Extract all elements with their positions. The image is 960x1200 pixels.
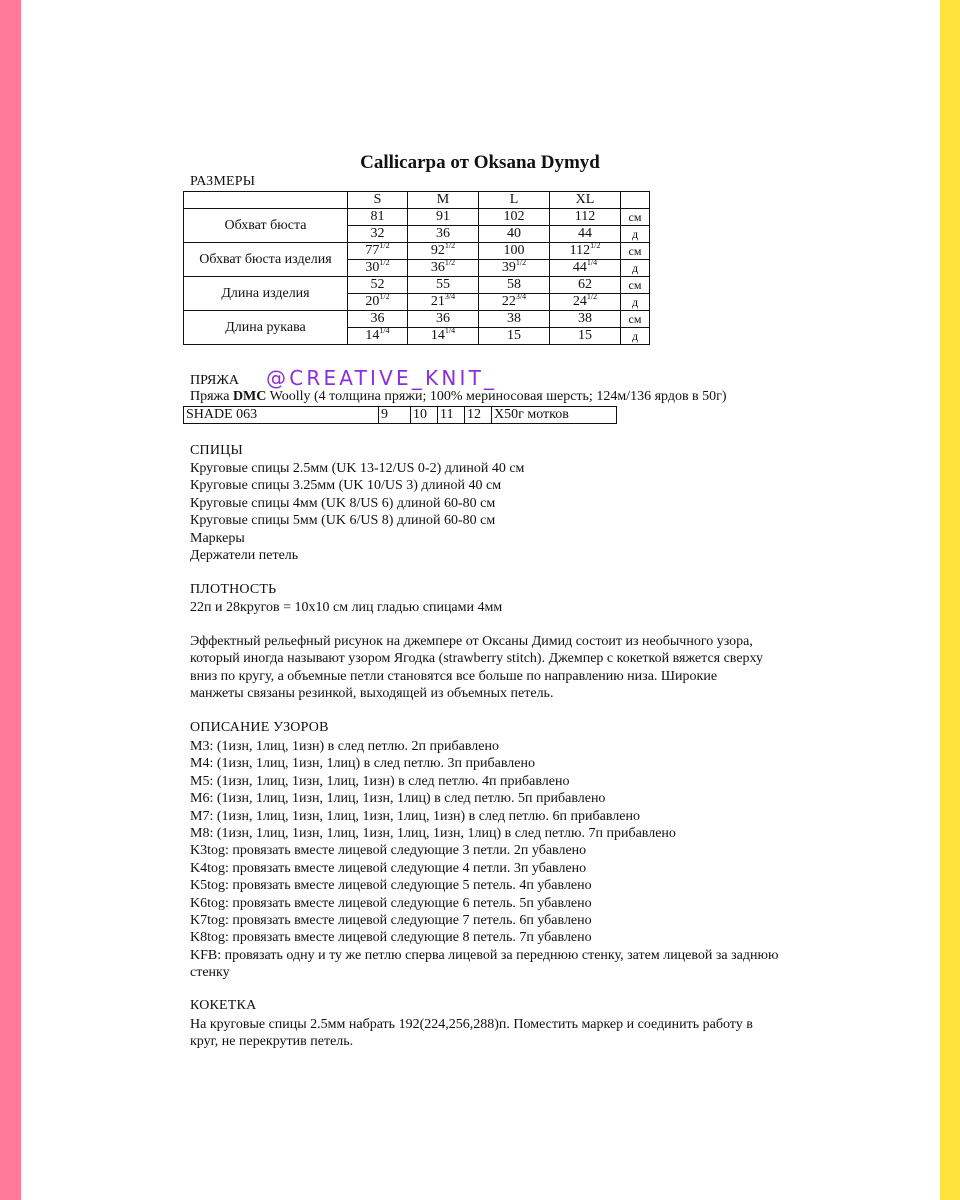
table-cell <box>408 328 479 345</box>
cell-value: 36 <box>370 311 385 326</box>
row-label: Обхват бюста изделия <box>184 243 348 277</box>
yarn-brand: DMC <box>232 389 267 404</box>
cell-value: 92 <box>430 243 445 258</box>
list-item: M8: (1изн, 1лиц, 1изн, 1лиц, 1изн, 1лиц, 1изн, 1лиц) в след петлю. 7п прибавлено <box>190 826 676 842</box>
table-row <box>184 277 650 294</box>
table-cell <box>348 209 408 226</box>
cell-value: 15 <box>507 328 521 343</box>
column-header-xl: XL <box>550 192 621 209</box>
cell-fraction: 1/2 <box>379 292 390 301</box>
column-header-s: S <box>348 192 408 209</box>
cell-value: 112 <box>569 243 591 258</box>
column-header-m: M <box>408 192 479 209</box>
table-cell <box>348 294 408 311</box>
list-item: Круговые спицы 4мм (UK 8/US 6) длиной 60-80 см <box>190 495 496 511</box>
unit-cell: см <box>621 277 650 294</box>
cell-value: 91 <box>436 209 450 224</box>
list-item: Круговые спицы 2.5мм (UK 13-12/US 0-2) длиной 40 см <box>190 461 525 476</box>
list-item: Маркеры <box>190 530 245 546</box>
shade-table <box>183 406 617 424</box>
shade-count-s: 9 <box>379 407 411 424</box>
unit-cell: см <box>621 209 650 226</box>
cell-value: 14 <box>365 328 380 343</box>
table-cell <box>348 277 408 294</box>
cell-value: 102 <box>503 209 525 224</box>
table-cell <box>479 243 550 260</box>
description-paragraph: Эффектный рельефный рисунок на джемпере от Оксаны Димид состоит из необычного узора, который иногда называют узором Ягодка (strawberry stitch). Джемпер с кокеткой вяжется сверху вниз по кругу, а объемные петли становятся все больше по направлению низа. Широкие манжеты связаны резинкой, выходящей из объемных петель. <box>190 634 764 702</box>
document-title: Callicarpa от Oksana Dymyd <box>360 152 600 173</box>
needles-list <box>190 460 524 564</box>
unit-header-cell <box>621 192 650 209</box>
cell-value: 44 <box>572 260 587 275</box>
cell-value: 38 <box>578 311 592 326</box>
cell-value: 30 <box>365 260 380 275</box>
yoke-text: На круговые спицы 2.5мм набрать 192(224,256,288)п. Поместить маркер и соединить работу в круг, не перекрутив петель. <box>190 1017 753 1050</box>
shade-count-l: 11 <box>438 407 465 424</box>
cell-value: 52 <box>370 277 385 292</box>
table-cell <box>408 243 479 260</box>
cell-fraction: 1/2 <box>379 241 390 250</box>
table-cell <box>550 260 621 277</box>
table-row <box>184 209 650 226</box>
cell-fraction: 3/4 <box>515 292 527 301</box>
table-cell <box>408 226 479 243</box>
row-label: Длина изделия <box>184 277 348 311</box>
table-cell <box>348 311 408 328</box>
table-cell <box>408 294 479 311</box>
table-cell <box>408 209 479 226</box>
cell-value: 62 <box>578 277 592 292</box>
gauge-heading: ПЛОТНОСТЬ <box>190 582 277 597</box>
sizes-heading: РАЗМЕРЫ <box>190 174 256 189</box>
table-cell <box>550 209 621 226</box>
list-item: K5tog: провязать вместе лицевой следующие 5 петель. 4п убавлено <box>190 878 592 894</box>
table-cell <box>408 277 479 294</box>
table-cell <box>550 226 621 243</box>
patterns-heading: ОПИСАНИЕ УЗОРОВ <box>190 720 329 735</box>
table-cell <box>479 226 550 243</box>
cell-value: 22 <box>501 294 516 309</box>
list-item: M7: (1изн, 1лиц, 1изн, 1лиц, 1изн, 1лиц, 1изн) в след петлю. 6п прибавлено <box>190 808 640 824</box>
cell-value: 38 <box>507 311 521 326</box>
shade-unit: X50г мотков <box>492 407 617 424</box>
table-cell <box>550 311 621 328</box>
cell-value: 40 <box>507 226 521 241</box>
table-cell <box>348 226 408 243</box>
yarn-heading-row <box>190 371 239 389</box>
table-row <box>184 311 650 328</box>
cell-fraction: 1/2 <box>590 241 601 250</box>
column-header-l: L <box>479 192 550 209</box>
table-cell <box>550 328 621 345</box>
table-cell <box>479 311 550 328</box>
list-item: M5: (1изн, 1лиц, 1изн, 1лиц, 1изн) в след петлю. 4п прибавлено <box>190 773 570 789</box>
list-item: K7tog: провязать вместе лицевой следующие 7 петель. 6п убавлено <box>190 913 592 929</box>
list-item: K4tog: провязать вместе лицевой следующие 4 петли. 3п убавлено <box>190 860 587 876</box>
sizes-table <box>183 191 650 345</box>
table-cell <box>479 209 550 226</box>
table-corner-cell <box>184 192 348 209</box>
table-header-row <box>184 192 650 209</box>
unit-cell: д <box>621 260 650 277</box>
kfb-description: KFB: провязать одну и ту же петлю сперва лицевой за переднюю стенку, затем лицевой за заднюю стенку <box>190 948 779 981</box>
shade-count-m: 10 <box>411 407 438 424</box>
table-cell <box>479 277 550 294</box>
cell-fraction: 1/2 <box>444 258 456 267</box>
list-item: K8tog: провязать вместе лицевой следующие 8 петель. 7п убавлено <box>190 930 592 946</box>
row-label: Длина рукава <box>184 311 348 345</box>
table-cell <box>479 260 550 277</box>
unit-cell: д <box>621 226 650 243</box>
cell-value: 77 <box>365 243 380 258</box>
cell-fraction: 1/4 <box>444 326 456 335</box>
table-cell <box>348 243 408 260</box>
list-item: M3: (1изн, 1лиц, 1изн) в след петлю. 2п прибавлено <box>190 739 499 754</box>
gauge-text: 22п и 28кругов = 10x10 см лиц гладью спицами 4мм <box>190 600 503 615</box>
shade-count-xl: 12 <box>465 407 492 424</box>
table-row <box>184 243 650 260</box>
cell-fraction: 1/2 <box>586 292 598 301</box>
cell-fraction: 1/2 <box>379 258 390 267</box>
cell-value: 20 <box>365 294 380 309</box>
table-cell <box>550 277 621 294</box>
table-cell <box>550 243 621 260</box>
unit-cell: см <box>621 243 650 260</box>
cell-value: 36 <box>430 260 445 275</box>
cell-value: 32 <box>370 226 385 241</box>
table-cell <box>550 294 621 311</box>
unit-cell: д <box>621 328 650 345</box>
yarn-prefix: Пряжа <box>190 389 233 404</box>
needles-heading: СПИЦЫ <box>190 443 243 458</box>
shade-name: SHADE 063 <box>184 407 379 424</box>
yarn-heading: ПРЯЖА <box>190 373 240 388</box>
cell-value: 81 <box>370 209 385 224</box>
yarn-description <box>190 389 727 405</box>
cell-value: 24 <box>572 294 587 309</box>
cell-value: 55 <box>436 277 450 292</box>
cell-value: 36 <box>436 311 450 326</box>
cell-value: 112 <box>574 209 596 224</box>
row-label: Обхват бюста <box>184 209 348 243</box>
list-item: M4: (1изн, 1лиц, 1изн, 1лиц) в след петлю. 3п прибавлено <box>190 756 535 772</box>
cell-value: 100 <box>503 243 525 258</box>
table-cell <box>348 260 408 277</box>
list-item: K3tog: провязать вместе лицевой следующие 3 петли. 2п убавлено <box>190 843 587 859</box>
cell-fraction: 1/4 <box>586 258 598 267</box>
cell-value: 36 <box>436 226 450 241</box>
list-item: Круговые спицы 3.25мм (UK 10/US 3) длиной 40 см <box>190 478 502 494</box>
unit-cell: д <box>621 294 650 311</box>
list-item: K6tog: провязать вместе лицевой следующие 6 петель. 5п убавлено <box>190 895 592 911</box>
table-cell <box>479 294 550 311</box>
table-cell <box>348 328 408 345</box>
list-item: Держатели петель <box>190 548 299 564</box>
cell-value: 15 <box>578 328 592 343</box>
cell-value: 14 <box>430 328 445 343</box>
table-cell <box>479 328 550 345</box>
cell-value: 58 <box>507 277 521 292</box>
cell-value: 21 <box>430 294 445 309</box>
cell-value: 39 <box>501 260 516 275</box>
cell-value: 44 <box>578 226 592 241</box>
list-item: Круговые спицы 5мм (UK 6/US 8) длиной 60-80 см <box>190 513 496 529</box>
list-item: M6: (1изн, 1лиц, 1изн, 1лиц, 1изн, 1лиц) в след петлю. 5п прибавлено <box>190 791 606 807</box>
cell-fraction: 1/2 <box>444 241 456 250</box>
yoke-heading: КОКЕТКА <box>190 998 257 1013</box>
table-cell <box>408 311 479 328</box>
table-cell <box>408 260 479 277</box>
patterns-list <box>190 738 676 947</box>
cell-fraction: 3/4 <box>444 292 456 301</box>
creator-handle-watermark: @CREATIVE_KNIT_ <box>266 366 498 390</box>
cell-fraction: 1/4 <box>379 326 390 335</box>
yarn-detail: Woolly (4 толщина пряжи; 100% мериносовая шерсть; 124м/136 ярдов в 50г) <box>266 389 727 404</box>
cell-fraction: 1/2 <box>515 258 527 267</box>
unit-cell: см <box>621 311 650 328</box>
